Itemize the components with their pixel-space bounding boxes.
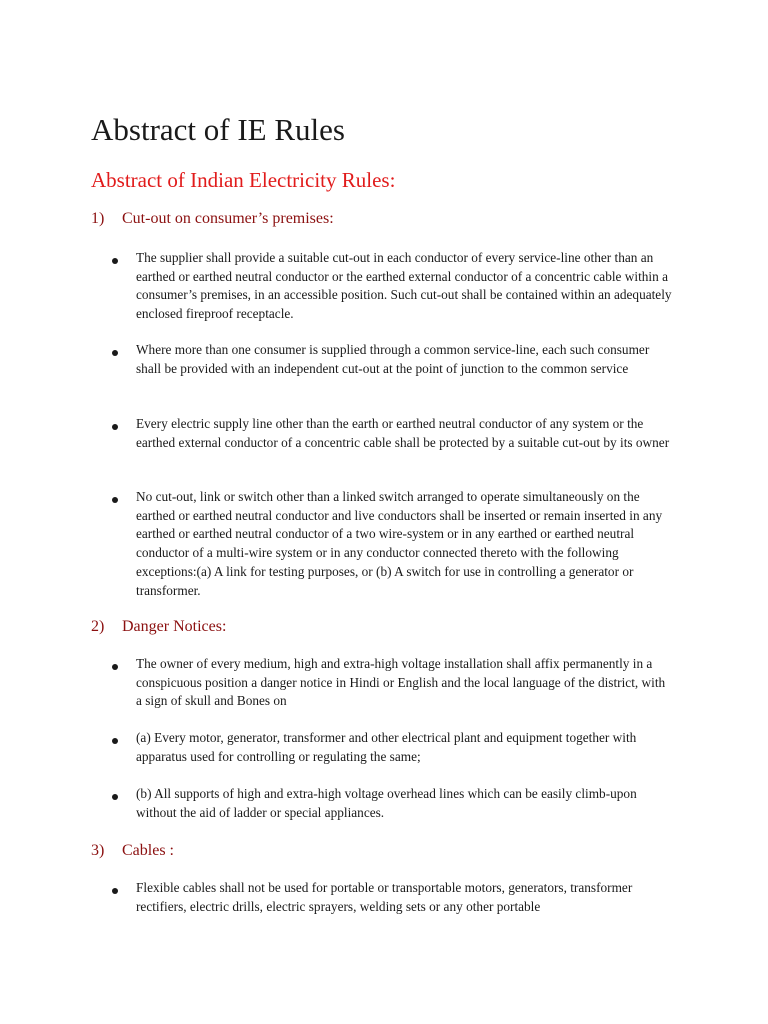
document-title: Abstract of IE Rules	[91, 112, 345, 147]
list-item-text: No cut-out, link or switch other than a linked switch arranged to operate simultaneously on the earthed or earthed neutral conductor and live conductors shall be inserted or remain inserted in any earthed or earthed neutral conductor of a two wire-system or in any earthed or earthed neutral conductor of a multi-wire system or in any conductor connected thereto with the following exceptions:(a) A link for testing purposes, or (b) A switch for use in controlling a generator or transformer.	[136, 489, 663, 598]
list-item-text: (b) All supports of high and extra-high voltage overhead lines which can be easily climb-upon without the aid of ladder or special appliances.	[136, 786, 637, 820]
bullet-icon	[112, 794, 118, 800]
section-number: 1)	[91, 210, 105, 227]
bullet-icon	[112, 888, 118, 894]
list-item-text: Every electric supply line other than the earth or earthed neutral conductor of any system or the earthed external conductor of a concentric cable shall be protected by a suitable cut-out by its owner	[136, 416, 670, 450]
list-item	[112, 655, 672, 711]
list-item	[112, 785, 672, 822]
bullet-icon	[112, 664, 118, 670]
section-number: 3)	[91, 842, 105, 859]
list-item	[112, 488, 672, 600]
list-item	[112, 415, 672, 452]
section-heading-danger-notices	[91, 616, 226, 638]
section-title: Danger Notices:	[122, 618, 227, 635]
list-item-text: The owner of every medium, high and extra-high voltage installation shall affix permanently in a conspicuous position a danger notice in Hindi or English and the local language of the district, with a sign of skull and Bones on	[136, 656, 666, 709]
section-heading-cut-out	[91, 208, 334, 230]
section-heading-cables	[91, 840, 174, 862]
list-item	[112, 879, 672, 916]
list-item-text: (a) Every motor, generator, transformer and other electrical plant and equipment together with apparatus used for controlling or regulating the same;	[136, 730, 637, 764]
list-item	[112, 341, 672, 378]
bullet-icon	[112, 738, 118, 744]
section-title: Cut-out on consumer’s premises:	[122, 210, 334, 227]
list-item-text: Flexible cables shall not be used for portable or transportable motors, generators, transformer rectifiers, electric drills, electric sprayers, welding sets or any other portable	[136, 880, 633, 914]
section-number: 2)	[91, 618, 105, 635]
bullet-icon	[112, 258, 118, 264]
document-subtitle: Abstract of Indian Electricity Rules:	[91, 168, 396, 192]
bullet-icon	[112, 350, 118, 356]
bullet-icon	[112, 424, 118, 430]
list-item-text: The supplier shall provide a suitable cut-out in each conductor of every service-line other than an earthed or earthed neutral conductor or the earthed external conductor of a concentric cable within a consumer’s premises, in an accessible position. Such cut-out shall be contained within an adequately enclosed fireproof receptacle.	[136, 250, 672, 322]
list-item	[112, 729, 672, 766]
bullet-icon	[112, 497, 118, 503]
section-title: Cables :	[122, 842, 174, 859]
list-item-text: Where more than one consumer is supplied through a common service-line, each such consumer shall be provided with an independent cut-out at the point of junction to the common service	[136, 342, 650, 376]
list-item	[112, 249, 672, 324]
